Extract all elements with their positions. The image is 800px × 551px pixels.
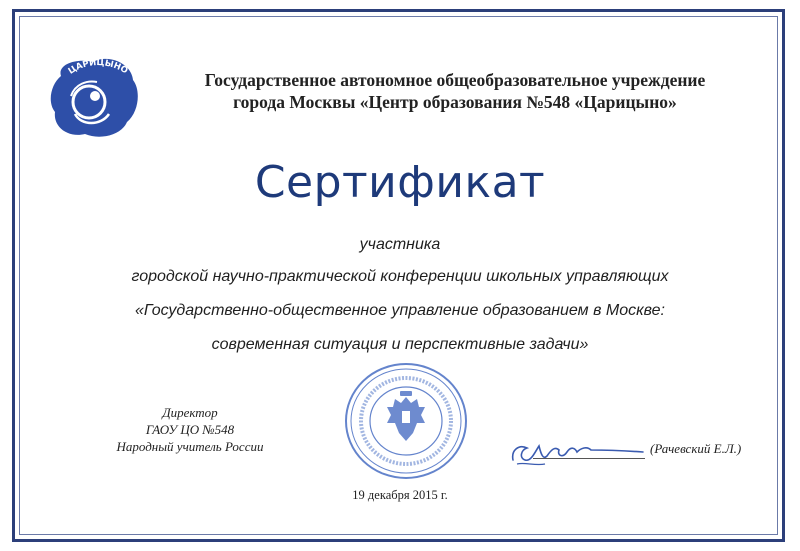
organization-name (150, 69, 760, 113)
director-honor: Народный учитель России (116, 439, 264, 454)
signature-image (505, 420, 645, 476)
signatory-name: (Рачевский Е.Л.) (650, 441, 742, 456)
body-line-2: городской научно-практической конференции школьных управляющих (131, 268, 669, 285)
coat-of-arms-icon (387, 391, 425, 441)
body-line-1: участника (359, 236, 441, 253)
school-logo-icon (47, 56, 139, 140)
logo-text: ЦАРИЦЫНО (66, 58, 130, 77)
body-line-3: «Государственно-общественное управление образованием в Москве: (135, 302, 665, 319)
official-seal-stamp (343, 361, 469, 481)
organization-line-1: Государственное автономное общеобразовательное учреждение (204, 70, 706, 90)
signature-line (533, 458, 645, 459)
director-institution: ГАОУ ЦО №548 (145, 422, 235, 437)
certificate-title: Сертификат (254, 157, 546, 208)
director-position: Директор (162, 405, 218, 420)
organization-line-2: города Москвы «Центр образования №548 «Царицыно» (233, 92, 677, 112)
issue-date: 19 декабря 2015 г. (352, 488, 448, 502)
body-line-4: современная ситуация и перспективные задачи» (211, 336, 589, 353)
director-block (100, 404, 280, 455)
